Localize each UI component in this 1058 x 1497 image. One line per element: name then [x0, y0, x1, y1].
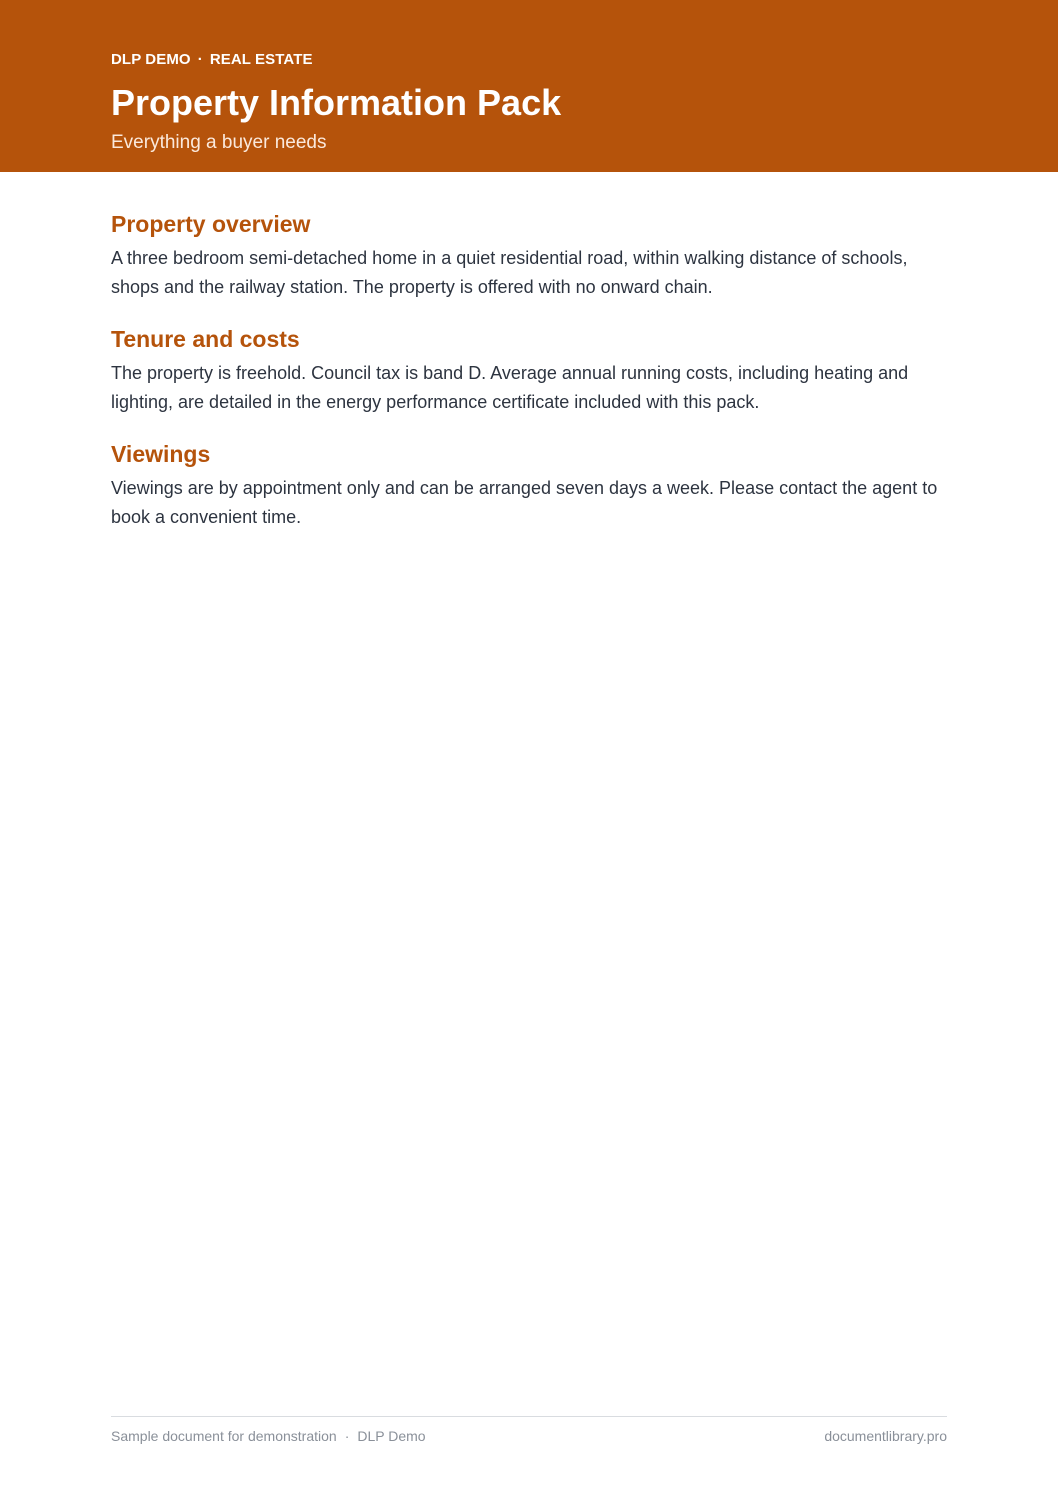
header-banner: [0, 0, 1058, 172]
footer-note-text: Sample document for demonstration: [111, 1428, 337, 1444]
section-heading: Property overview: [111, 211, 311, 237]
eyebrow: [111, 51, 313, 68]
section-viewings: [111, 438, 947, 532]
footer-website: documentlibrary.pro: [824, 1428, 947, 1444]
eyebrow-category: REAL ESTATE: [209, 51, 313, 68]
eyebrow-brand: DLP DEMO: [111, 51, 191, 68]
footer-brand: DLP Demo: [357, 1428, 426, 1444]
section-heading: Tenure and costs: [111, 326, 300, 352]
section-property-overview: [111, 208, 947, 302]
section-tenure-and-costs: [111, 323, 947, 417]
page-subtitle: Everything a buyer needs: [111, 132, 327, 153]
section-body: Viewings are by appointment only and can be arranged seven days a week. Please contact the agent to book a convenient time.: [111, 478, 938, 527]
section-heading: Viewings: [111, 441, 211, 467]
section-body: A three bedroom semi-detached home in a quiet residential road, within walking distance of schools, shops and the railway station. The property is offered with no onward chain.: [111, 248, 908, 297]
footer-separator: ·: [344, 1428, 350, 1444]
document-body: [111, 208, 947, 532]
eyebrow-separator: ·: [197, 51, 203, 68]
section-body: The property is freehold. Council tax is band D. Average annual running costs, including heating and lighting, are detailed in the energy performance certificate included with this pack.: [111, 363, 909, 412]
footer-note: [111, 1428, 426, 1444]
footer-divider: [111, 1416, 947, 1417]
page-title: Property Information Pack: [111, 82, 562, 123]
